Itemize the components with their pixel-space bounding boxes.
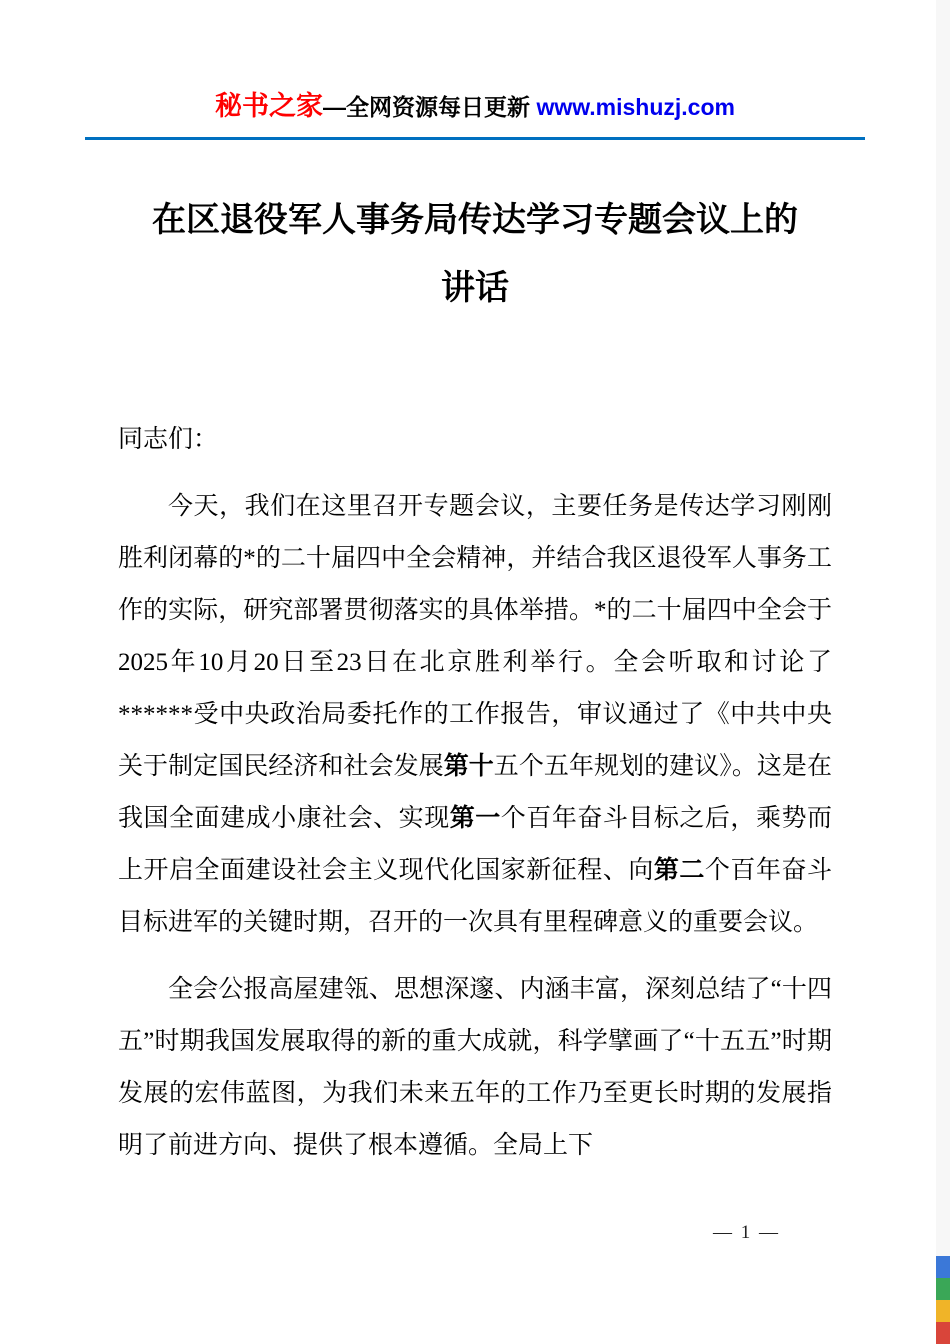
document-title-line1: 在区退役军人事务局传达学习专题会议上的 <box>152 201 798 239</box>
yellow-scroll-marker[interactable] <box>936 1300 950 1322</box>
document-title-line2: 讲话 <box>441 269 509 307</box>
text-run: 个百年奋斗目标之后，乘势而上开启全面建设社会主义现代化国家新征程、向 <box>118 805 832 884</box>
site-brand: 秘书之家 <box>215 91 324 121</box>
text-run: 全会公报高屋建瓴、思想深邃、内涵丰富，深刻总结了“十四五”时期我国发展取得的新的重大成就，科学擘画了“十五五”时期发展的宏伟蓝图，为我们未来五年的工作乃至更长时期的发展指明了前进方向、提供了根本遵循。全局上下 <box>118 976 832 1159</box>
document-title <box>118 186 832 322</box>
red-scroll-marker[interactable] <box>936 1322 950 1344</box>
scroll-marker-group <box>936 1256 950 1344</box>
site-header <box>118 0 832 140</box>
body-paragraph <box>118 481 832 949</box>
body-paragraph <box>118 964 832 1172</box>
body-paragraphs <box>118 481 832 1172</box>
salutation: 同志们： <box>118 426 219 453</box>
blue-scroll-marker[interactable] <box>936 1256 950 1278</box>
text-run: 五个五年规划的建议》。这是在我国全面建成小康社会、实现 <box>118 753 832 832</box>
document-body <box>118 414 832 1172</box>
green-scroll-marker[interactable] <box>936 1278 950 1300</box>
site-tagline: —全网资源每日更新 <box>323 94 537 120</box>
site-url-link[interactable]: www.mishuzj.com <box>536 94 735 120</box>
page-number: — 1 — <box>713 1222 780 1243</box>
bold-run: 第十 <box>443 753 494 780</box>
scrollbar-track[interactable] <box>936 0 950 1344</box>
bold-run: 第一 <box>449 805 501 832</box>
bold-run: 第二 <box>653 857 705 884</box>
text-run: 今天，我们在这里召开专题会议，主要任务是传达学习刚刚胜利闭幕的*的二十届四中全会精神，并结合我区退役军人事务工作的实际，研究部署贯彻落实的具体举措。*的二十届四中全会于2025年10月20日至23日在北京胜利举行。全会听取和讨论了******受中央政治局委托作的工作报告，审议通过了《中共中央关于制定国民经济和社会发展 <box>118 493 832 780</box>
text-run: 个百年奋斗目标进军的关键时期，召开的一次具有里程碑意义的重要会议。 <box>118 857 832 936</box>
header-divider <box>85 137 865 140</box>
